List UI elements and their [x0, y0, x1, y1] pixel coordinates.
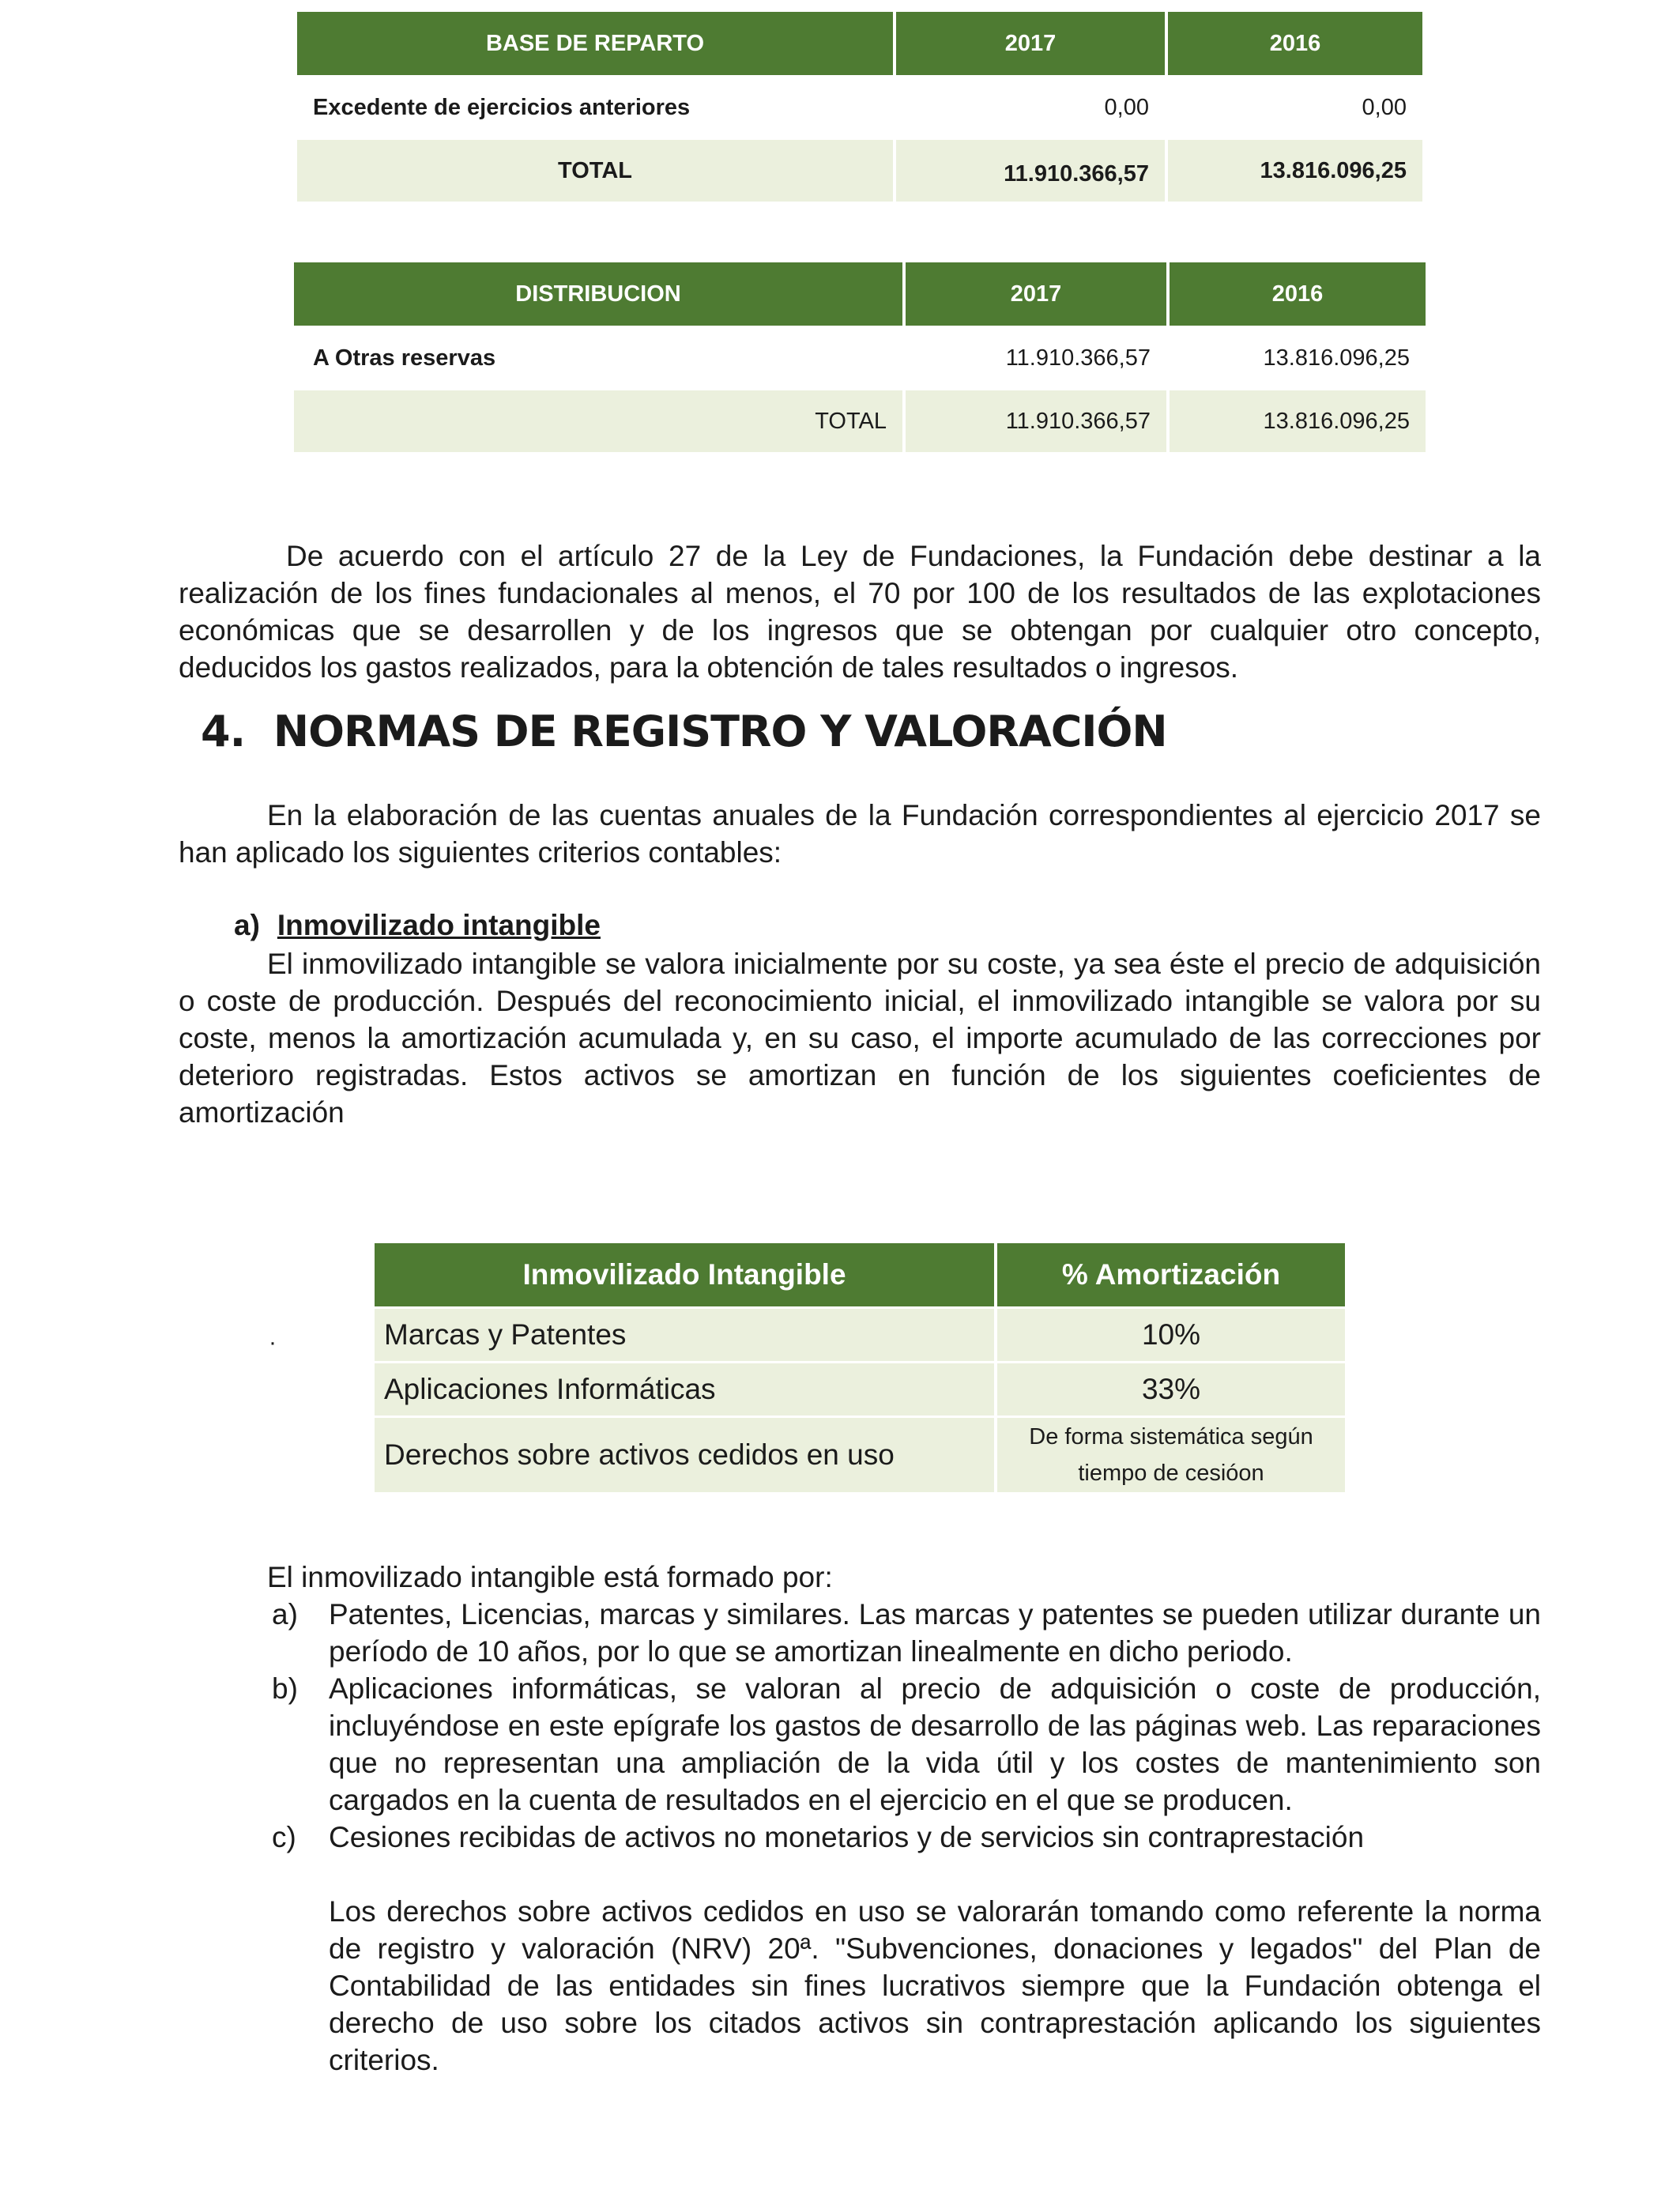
- row-value-2016: 0,00: [1362, 94, 1407, 120]
- row-pct: 33%: [997, 1363, 1345, 1416]
- list-marker: a): [272, 1598, 298, 1630]
- total-label: TOTAL: [297, 140, 893, 202]
- amortization-table: [371, 1241, 1348, 1495]
- row-name: Aplicaciones Informáticas: [375, 1363, 994, 1416]
- header-base-reparto: BASE DE REPARTO: [297, 12, 893, 75]
- total-value-2017: 11.910.366,57: [896, 140, 1165, 202]
- header-inmovilizado: Inmovilizado Intangible: [375, 1243, 994, 1306]
- paragraph-ley-fundaciones: De acuerdo con el artículo 27 de la Ley de Fundaciones, la Fundación debe destinar a la realización de los fines fundacionales al menos, el 70 por 100 de los resultados de las explotaciones económicas que se desarrollen y de los ingresos que se obtengan por cualquier otro concepto, deducidos los gastos realizados, para la obtención de tales resultados o ingresos.: [179, 540, 1541, 684]
- row-pct: De forma sistemática según tiempo de cesióon: [997, 1418, 1345, 1492]
- row-name: Derechos sobre activos cedidos en uso: [375, 1418, 994, 1492]
- table-row: [375, 1363, 1345, 1416]
- paragraph-derechos: Los derechos sobre activos cedidos en uso se valorarán tomando como referente la norma de registro y valoración (NRV) 20ª. "Subvenciones, donaciones y legados" del Plan de Contabilidad de las entidades sin fines lucrativos siempre que la Fundación obtenga el derecho de uso sobre los citados activos sin contraprestación aplicando los siguientes criterios.: [329, 1895, 1541, 2076]
- total-row: [294, 390, 1426, 452]
- list-marker: b): [272, 1672, 298, 1705]
- row-value-2017: 11.910.366,57: [1005, 345, 1151, 371]
- row-label: A Otras reservas: [313, 345, 496, 371]
- paragraph-intro: En la elaboración de las cuentas anuales de la Fundación correspondientes al ejercicio 2017 se han aplicado los siguientes criterios contables:: [179, 799, 1541, 869]
- total-row: [297, 140, 1422, 202]
- subsection-marker: a): [234, 909, 260, 941]
- formado-intro: El inmovilizado intangible está formado por:: [267, 1561, 833, 1593]
- table-header-row: [375, 1243, 1345, 1306]
- paragraph-inmovilizado: El inmovilizado intangible se valora inicialmente por su coste, ya sea éste el precio de adquisición o coste de producción. Después del reconocimiento inicial, el inmovilizado intangible se valora por su coste, menos la amortización acumulada y, en su caso, el importe acumulado de las correcciones por deterioro registradas. Estos activos se amortizan en función de los siguientes coeficientes de amortización: [179, 948, 1541, 1129]
- section-heading: [201, 707, 1167, 756]
- row-value-2017: 0,00: [1104, 94, 1149, 120]
- bullet-dot: ·: [269, 1329, 277, 1355]
- table-row: [375, 1418, 1345, 1492]
- section-title: NORMAS DE REGISTRO Y VALORACIÓN: [273, 707, 1167, 756]
- table-row: [294, 327, 1426, 389]
- row-value-2016: 13.816.096,25: [1263, 345, 1410, 371]
- table-header-row: [294, 262, 1426, 326]
- header-amortizacion: % Amortización: [997, 1243, 1345, 1306]
- table-row: [375, 1309, 1345, 1361]
- section-number: 4.: [201, 707, 246, 756]
- list-item: [179, 1670, 1541, 1819]
- list-item: [179, 1596, 1541, 1670]
- header-2016: 2016: [1170, 262, 1426, 326]
- header-2016: 2016: [1168, 12, 1422, 75]
- row-pct: 10%: [997, 1309, 1345, 1361]
- list-item: [179, 1819, 1541, 1856]
- list-item-text: Aplicaciones informáticas, se valoran al precio de adquisición o coste de producción, incluyéndose en este epígrafe los gastos de desarrollo de las páginas web. Las reparaciones que no representan una ampliación de la vida útil y los costes de mantenimiento son cargados en la cuenta de resultados en el ejercicio en el que se producen.: [329, 1672, 1541, 1816]
- total-value-2017: 11.910.366,57: [906, 390, 1166, 452]
- total-value-2016: 13.816.096,25: [1170, 390, 1426, 452]
- total-label: TOTAL: [294, 390, 902, 452]
- list-item-text: Cesiones recibidas de activos no monetarios y de servicios sin contraprestación: [329, 1821, 1365, 1853]
- row-label: Excedente de ejercicios anteriores: [313, 94, 691, 120]
- distribucion-table: [291, 261, 1429, 454]
- header-distribucion: DISTRIBUCION: [294, 262, 902, 326]
- base-reparto-table: [294, 10, 1426, 203]
- list-item-text: Patentes, Licencias, marcas y similares. Las marcas y patentes se pueden utilizar durante un período de 10 años, por lo que se amortizan linealmente en dicho periodo.: [329, 1598, 1541, 1668]
- subsection-heading: [234, 909, 601, 942]
- total-value-2016: 13.816.096,25: [1168, 140, 1422, 202]
- header-2017: 2017: [906, 262, 1166, 326]
- table-header-row: [297, 12, 1422, 75]
- row-name: Marcas y Patentes: [375, 1309, 994, 1361]
- formado-list: [179, 1559, 1541, 2079]
- list-marker: c): [272, 1821, 296, 1853]
- table-row: [297, 77, 1422, 138]
- header-2017: 2017: [896, 12, 1165, 75]
- subsection-title: Inmovilizado intangible: [277, 909, 601, 941]
